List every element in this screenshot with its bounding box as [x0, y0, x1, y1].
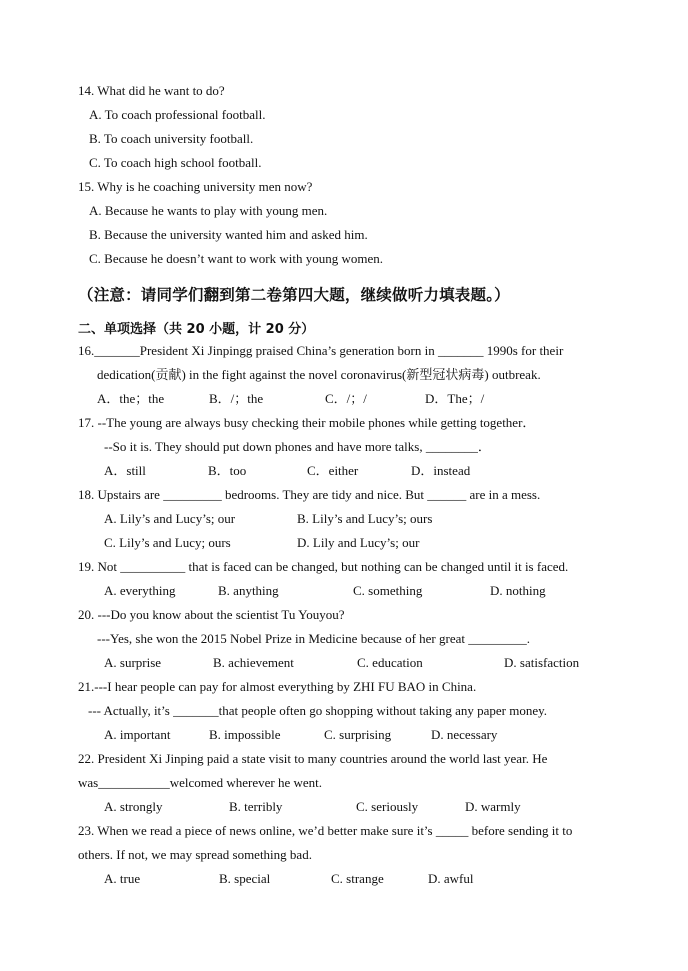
option-20a[interactable]: A. surprise	[104, 655, 162, 670]
option-21a[interactable]: A. important	[104, 727, 171, 742]
question-16-line2: dedication(贡献) in the fight against the novel coronavirus(新型冠状病毒) outbreak.	[97, 367, 541, 382]
option-22a[interactable]: A. strongly	[104, 799, 163, 814]
option-20d[interactable]: D. satisfaction	[504, 655, 580, 670]
option-19a[interactable]: A. everything	[104, 583, 176, 598]
question-18: 18. Upstairs are _________ bedrooms. They are tidy and nice. But ______ are in a mess.	[78, 487, 541, 502]
option-20c[interactable]: C. education	[357, 655, 423, 670]
option-15b[interactable]: B. Because the university wanted him and asked him.	[89, 227, 368, 242]
option-16a[interactable]: A．the；the	[97, 391, 165, 406]
question-23-line2: others. If not, we may spread something bad.	[78, 847, 312, 862]
option-21d[interactable]: D. necessary	[431, 727, 498, 742]
option-16d[interactable]: D．The；/	[425, 391, 485, 406]
listening-note: （注意：请同学们翻到第二卷第四大题，继续做听力填表题。）	[78, 286, 510, 304]
question-17-line2: --So it is. They should put down phones and have more talks, ________．	[104, 439, 491, 454]
question-16: 16._______President Xi Jinpingg praised China’s generation born in _______ 1990s for their	[78, 343, 564, 358]
option-20b[interactable]: B. achievement	[213, 655, 294, 670]
option-23a[interactable]: A. true	[104, 871, 141, 886]
option-14a[interactable]: A. To coach professional football.	[89, 107, 266, 122]
option-22b[interactable]: B. terribly	[229, 799, 283, 814]
option-19d[interactable]: D. nothing	[490, 583, 546, 598]
option-17d[interactable]: D．instead	[411, 463, 471, 478]
option-22c[interactable]: C. seriously	[356, 799, 419, 814]
option-19c[interactable]: C. something	[353, 583, 423, 598]
option-16b[interactable]: B．/；the	[209, 391, 264, 406]
option-15c[interactable]: C. Because he doesn’t want to work with young women.	[89, 251, 384, 266]
option-16c[interactable]: C．/；/	[325, 391, 367, 406]
question-17: 17. --The young are always busy checking their mobile phones while getting together．	[78, 415, 536, 430]
question-23: 23. When we read a piece of news online, we’d better make sure it’s _____ before sending it to	[78, 823, 573, 838]
option-18c[interactable]: C. Lily’s and Lucy; ours	[104, 535, 231, 550]
question-20: 20. ---Do you know about the scientist Tu Youyou?	[78, 607, 345, 622]
option-18a[interactable]: A. Lily’s and Lucy’s; our	[104, 511, 236, 526]
question-22-line2: was___________welcomed wherever he went.	[78, 775, 323, 790]
section-title: 二、单项选择（共 20 小题，计 20 分）	[78, 322, 315, 337]
question-14: 14. What did he want to do?	[78, 83, 225, 98]
question-21-line2: --- Actually, it’s _______that people often go shopping without taking any paper money.	[88, 703, 548, 718]
option-17a[interactable]: A．still	[104, 463, 146, 478]
option-15a[interactable]: A. Because he wants to play with young men.	[89, 203, 328, 218]
option-21c[interactable]: C. surprising	[324, 727, 392, 742]
option-17b[interactable]: B．too	[208, 463, 247, 478]
option-14c[interactable]: C. To coach high school football.	[89, 155, 262, 170]
option-23d[interactable]: D. awful	[428, 871, 474, 886]
option-22d[interactable]: D. warmly	[465, 799, 521, 814]
question-20-line2: ---Yes, she won the 2015 Nobel Prize in Medicine because of her great _________.	[97, 631, 530, 646]
question-19: 19. Not __________ that is faced can be changed, but nothing can be changed until it is faced.	[78, 559, 569, 574]
question-22: 22. President Xi Jinping paid a state visit to many countries around the world last year. He	[78, 751, 548, 766]
option-23b[interactable]: B. special	[219, 871, 271, 886]
option-21b[interactable]: B. impossible	[209, 727, 281, 742]
option-17c[interactable]: C．either	[307, 463, 359, 478]
option-19b[interactable]: B. anything	[218, 583, 279, 598]
question-21: 21.---I hear people can pay for almost everything by ZHI FU BAO in China.	[78, 679, 477, 694]
option-14b[interactable]: B. To coach university football.	[89, 131, 254, 146]
option-23c[interactable]: C. strange	[331, 871, 384, 886]
question-15: 15. Why is he coaching university men now?	[78, 179, 313, 194]
option-18d[interactable]: D. Lily and Lucy’s; our	[297, 535, 420, 550]
option-18b[interactable]: B. Lily’s and Lucy’s; ours	[297, 511, 433, 526]
